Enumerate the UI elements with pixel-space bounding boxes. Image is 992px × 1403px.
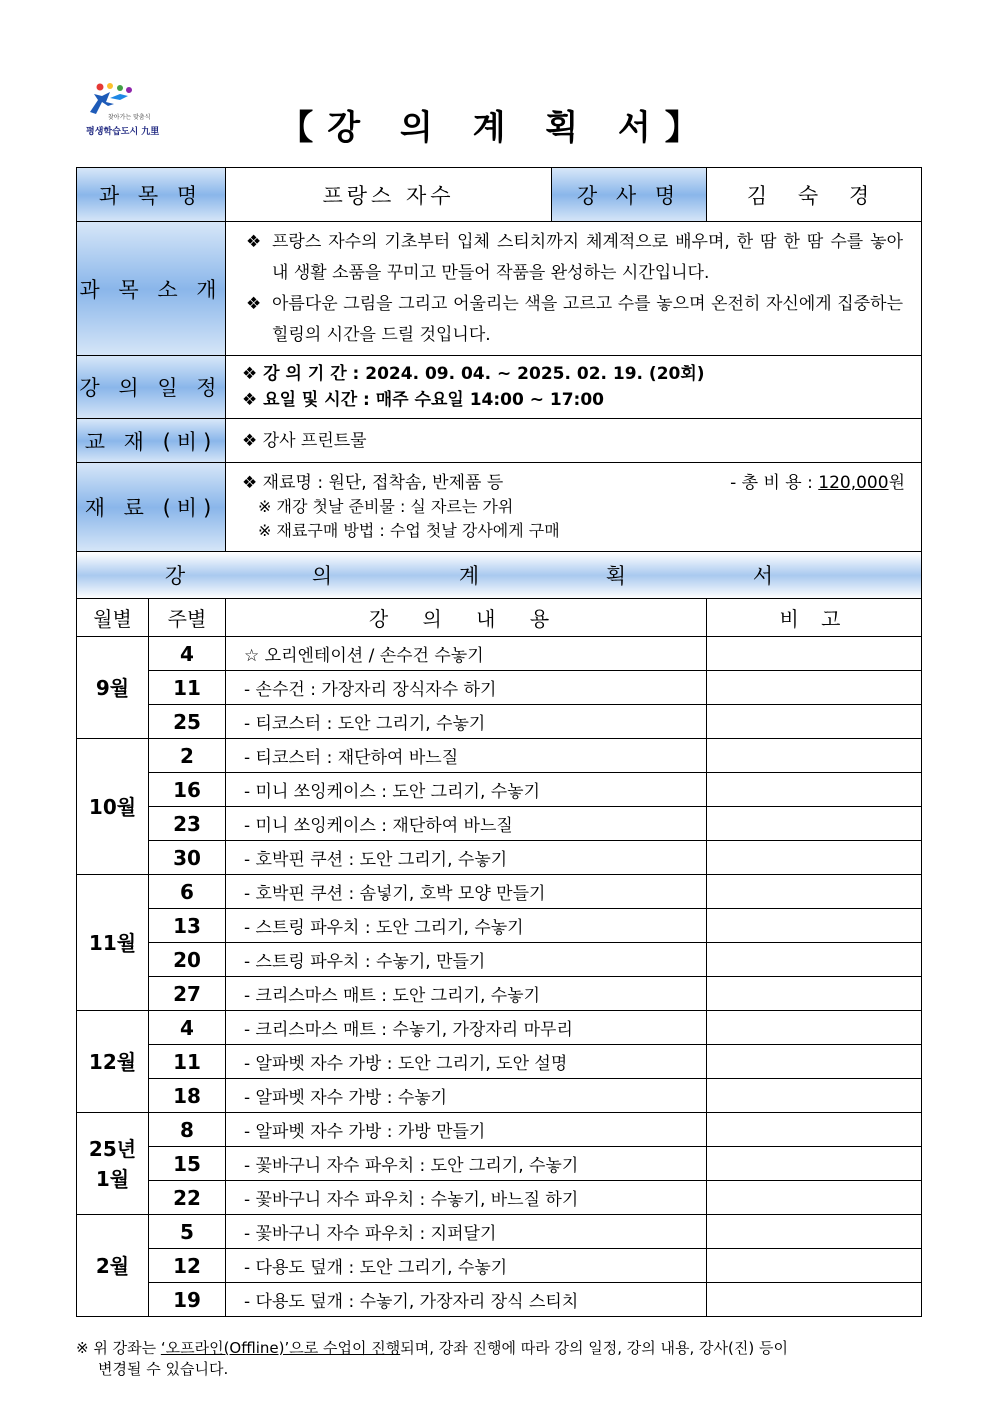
table-row xyxy=(77,977,922,1011)
content-cell: - 다용도 덮개 : 수놓기, 가장자리 장식 스티치 xyxy=(226,1283,707,1317)
content-cell: ☆ 오리엔테이션 / 손수건 수놓기 xyxy=(226,637,707,671)
table-row xyxy=(77,1045,922,1079)
week-cell: 19 xyxy=(149,1283,226,1317)
week-cell: 30 xyxy=(149,841,226,875)
diamond-bullet-icon: ❖ xyxy=(242,390,264,410)
week-cell: 4 xyxy=(149,637,226,671)
content-column-header: 강 의 내 용 xyxy=(226,599,707,637)
instructor-label: 강 사 명 xyxy=(552,168,707,222)
schedule-row xyxy=(77,356,922,419)
week-cell: 20 xyxy=(149,943,226,977)
content-cell: - 다용도 덮개 : 도안 그리기, 수놓기 xyxy=(226,1249,707,1283)
schedule-time: ❖ 요일 및 시간 : 매주 수요일 14:00 ~ 17:00 xyxy=(242,390,605,410)
remark-cell xyxy=(707,1011,922,1045)
materials-row xyxy=(77,463,922,552)
table-row xyxy=(77,1147,922,1181)
intro-row xyxy=(77,222,922,356)
diamond-bullet-icon: ❖ xyxy=(242,364,264,384)
intro-label: 과 목 소 개 xyxy=(77,222,226,356)
week-cell: 15 xyxy=(149,1147,226,1181)
diamond-bullet-icon: ❖ xyxy=(246,231,262,252)
month-cell: 9월 xyxy=(77,637,149,739)
content-cell: - 꽃바구니 자수 파우치 : 수놓기, 바느질 하기 xyxy=(226,1181,707,1215)
table-row xyxy=(77,1283,922,1317)
content-cell: - 스트링 파우치 : 수놓기, 만들기 xyxy=(226,943,707,977)
remark-cell xyxy=(707,909,922,943)
diamond-bullet-icon: ❖ xyxy=(242,473,263,493)
remark-cell xyxy=(707,1113,922,1147)
remark-cell xyxy=(707,841,922,875)
table-row xyxy=(77,1079,922,1113)
remark-cell xyxy=(707,671,922,705)
footnote: ※ 위 강좌는 ‘오프라인(Offline)’으로 수업이 진행되며, 강좌 진행에 따라 강의 일정, 강의 내용, 강사(진) 등이 변경될 수 있습니다. xyxy=(76,1339,788,1378)
week-cell: 16 xyxy=(149,773,226,807)
content-cell: - 호박핀 쿠션 : 도안 그리기, 수놓기 xyxy=(226,841,707,875)
week-column-header: 주별 xyxy=(149,599,226,637)
page-title: 【강 의 계 획 서】 xyxy=(279,108,713,148)
remark-cell xyxy=(707,1079,922,1113)
week-cell: 27 xyxy=(149,977,226,1011)
plan-section-title: 강 의 계 획 서 xyxy=(77,552,922,599)
content-cell: - 알파벳 자수 가방 : 도안 그리기, 도안 설명 xyxy=(226,1045,707,1079)
table-row xyxy=(77,807,922,841)
intro-item: ❖ 아름다운 그림을 그리고 어울리는 색을 고르고 수를 놓으며 온전히 자신에게 집중하는 힐링의 시간을 드릴 것입니다. xyxy=(246,289,903,351)
table-row xyxy=(77,705,922,739)
table-row xyxy=(77,1011,922,1045)
week-cell: 6 xyxy=(149,875,226,909)
week-cell: 23 xyxy=(149,807,226,841)
month-cell: 25년 1월 xyxy=(77,1113,149,1215)
week-cell: 13 xyxy=(149,909,226,943)
plan-column-headers xyxy=(77,599,922,637)
week-cell: 25 xyxy=(149,705,226,739)
diamond-bullet-icon: ❖ xyxy=(246,293,262,314)
prep-note: ※ 개강 첫날 준비물 : 실 자르는 가위 xyxy=(258,497,514,516)
remark-cell xyxy=(707,739,922,773)
table-row xyxy=(77,1113,922,1147)
month-column-header: 월별 xyxy=(77,599,149,637)
content-cell: - 크리스마스 매트 : 도안 그리기, 수놓기 xyxy=(226,977,707,1011)
month-cell: 11월 xyxy=(77,875,149,1011)
remark-cell xyxy=(707,1283,922,1317)
remark-cell xyxy=(707,1249,922,1283)
month-cell: 12월 xyxy=(77,1011,149,1113)
week-cell: 11 xyxy=(149,1045,226,1079)
offline-notice: ‘오프라인(Offline)’으로 수업이 진행 xyxy=(160,1339,401,1357)
remark-cell xyxy=(707,705,922,739)
content-cell: - 꽃바구니 자수 파우치 : 지퍼달기 xyxy=(226,1215,707,1249)
content-cell: - 스트링 파우치 : 도안 그리기, 수놓기 xyxy=(226,909,707,943)
schedule-period: ❖ 강 의 기 간 : 2024. 09. 04. ~ 2025. 02. 19. (20회) xyxy=(242,364,705,384)
textbook-label: 교 재 (비) xyxy=(77,419,226,463)
content-cell: - 미니 쏘잉케이스 : 재단하여 바느질 xyxy=(226,807,707,841)
content-cell: - 티코스터 : 도안 그리기, 수놓기 xyxy=(226,705,707,739)
content-cell: - 크리스마스 매트 : 수놓기, 가장자리 마무리 xyxy=(226,1011,707,1045)
remark-cell xyxy=(707,807,922,841)
content-cell: - 티코스터 : 재단하여 바느질 xyxy=(226,739,707,773)
subject-row xyxy=(77,168,922,222)
materials-list: 재료명 : 원단, 접착솜, 반제품 등 xyxy=(262,473,504,493)
table-row xyxy=(77,1215,922,1249)
diamond-bullet-icon: ❖ xyxy=(242,430,263,451)
table-row xyxy=(77,943,922,977)
schedule-content xyxy=(226,356,922,419)
remark-cell xyxy=(707,1045,922,1079)
remark-cell xyxy=(707,1181,922,1215)
subject-value: 프랑스 자수 xyxy=(226,168,552,222)
remark-cell xyxy=(707,875,922,909)
textbook-content: ❖ 강사 프린트물 xyxy=(226,419,922,463)
table-row xyxy=(77,671,922,705)
week-cell: 11 xyxy=(149,671,226,705)
table-row xyxy=(77,875,922,909)
instructor-value: 김 숙 경 xyxy=(707,168,922,222)
table-row xyxy=(77,773,922,807)
content-cell: - 알파벳 자수 가방 : 수놓기 xyxy=(226,1079,707,1113)
week-cell: 22 xyxy=(149,1181,226,1215)
textbook-row xyxy=(77,419,922,463)
remark-cell xyxy=(707,977,922,1011)
content-cell: - 꽃바구니 자수 파우치 : 도안 그리기, 수놓기 xyxy=(226,1147,707,1181)
table-row xyxy=(77,1249,922,1283)
logo-name: 평생학습도시 九里 xyxy=(86,127,160,137)
purchase-note: ※ 재료구매 방법 : 수업 첫날 강사에게 구매 xyxy=(258,521,560,540)
week-cell: 8 xyxy=(149,1113,226,1147)
remark-cell xyxy=(707,637,922,671)
schedule-label: 강 의 일 정 xyxy=(77,356,226,419)
content-cell: - 알파벳 자수 가방 : 가방 만들기 xyxy=(226,1113,707,1147)
materials-content xyxy=(226,463,922,552)
content-cell: - 미니 쏘잉케이스 : 도안 그리기, 수놓기 xyxy=(226,773,707,807)
remark-cell xyxy=(707,943,922,977)
table-row xyxy=(77,841,922,875)
remark-cell xyxy=(707,773,922,807)
content-cell: - 손수건 : 가장자리 장식자수 하기 xyxy=(226,671,707,705)
remark-column-header: 비 고 xyxy=(707,599,922,637)
intro-item: ❖ 프랑스 자수의 기초부터 입체 스티치까지 체계적으로 배우며, 한 땀 한 땀 수를 놓아 내 생활 소품을 꾸미고 만들어 작품을 완성하는 시간입니다. xyxy=(246,227,903,289)
month-cell: 2월 xyxy=(77,1215,149,1317)
plan-section-header xyxy=(77,552,922,599)
table-row xyxy=(77,637,922,671)
content-cell: - 호박핀 쿠션 : 솜넣기, 호박 모양 만들기 xyxy=(226,875,707,909)
table-row xyxy=(77,1181,922,1215)
total-cost: - 총 비 용 : 120,000원 xyxy=(730,473,905,493)
materials-label: 재 료 (비) xyxy=(77,463,226,552)
logo-tagline: 찾아가는 맞춤식 xyxy=(108,114,151,121)
month-cell: 10월 xyxy=(77,739,149,875)
table-row xyxy=(77,739,922,773)
table-row xyxy=(77,909,922,943)
week-cell: 18 xyxy=(149,1079,226,1113)
week-cell: 2 xyxy=(149,739,226,773)
intro-content xyxy=(226,222,922,356)
lecture-plan-table xyxy=(76,167,922,1317)
week-cell: 5 xyxy=(149,1215,226,1249)
remark-cell xyxy=(707,1215,922,1249)
week-cell: 4 xyxy=(149,1011,226,1045)
subject-label: 과 목 명 xyxy=(77,168,226,222)
cost-value: 120,000 xyxy=(818,473,889,493)
remark-cell xyxy=(707,1147,922,1181)
week-cell: 12 xyxy=(149,1249,226,1283)
